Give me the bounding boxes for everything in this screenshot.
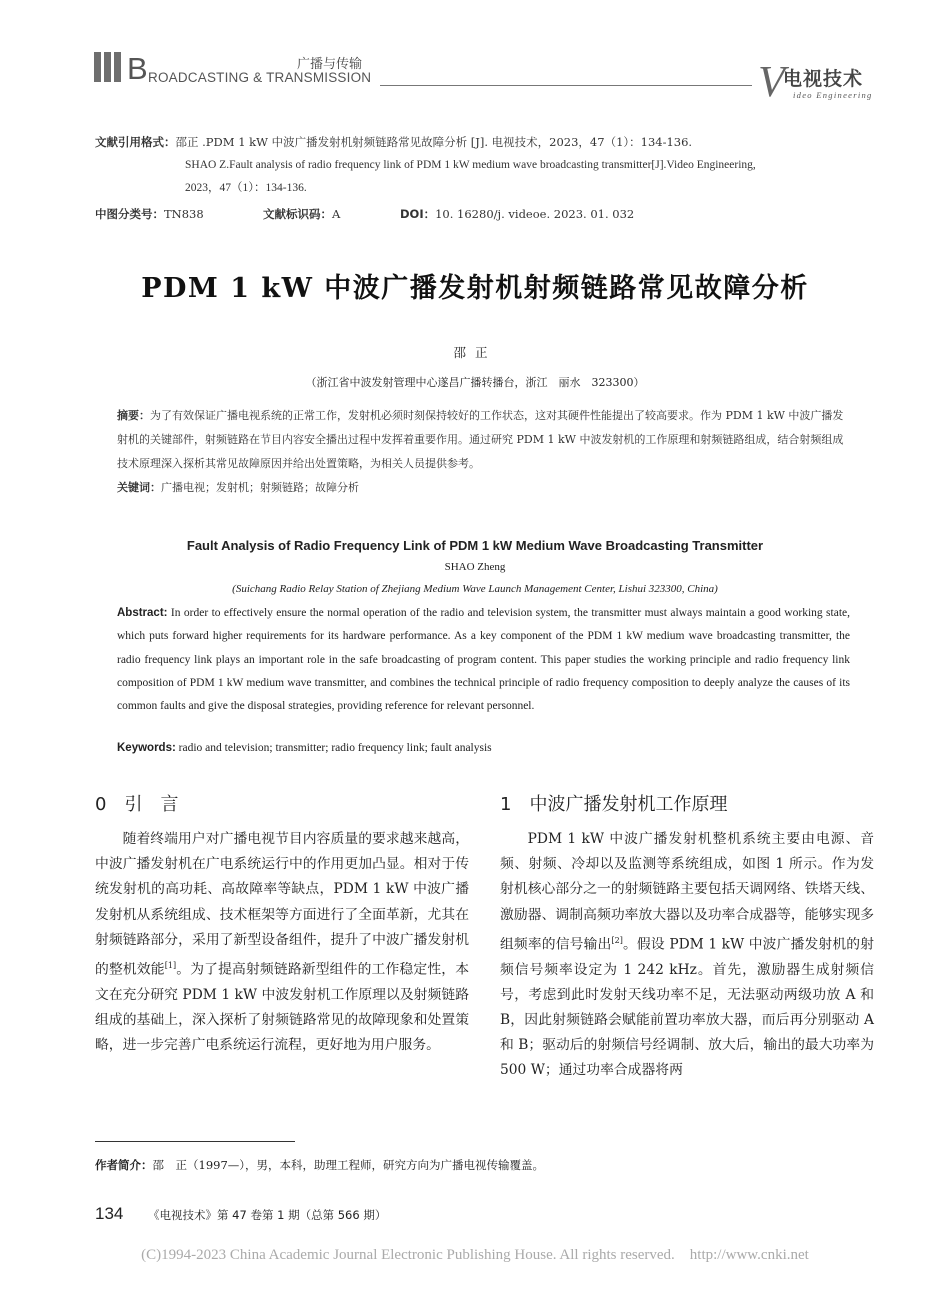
journal-issue: 《电视技术》第 47 卷第 1 期（总第 566 期） — [148, 1208, 387, 1222]
citation-en-1: SHAO Z.Fault analysis of radio frequency link of PDM 1 kW medium wave broadcasting transmitter[J].Video Engineering, — [185, 159, 756, 171]
header-rule — [380, 85, 752, 86]
doi: DOI：10. 16280/j. videoe. 2023. 01. 032 — [400, 207, 635, 221]
column-name-en: ROADCASTING & TRANSMISSION — [148, 70, 372, 85]
citation-en-2: 2023，47（1）：134-136. — [185, 182, 307, 194]
journal-logo-cn: 电视技术 — [783, 68, 864, 90]
paper-title: PDM 1 kW 中波广播发射机射频链路常见故障分析 — [141, 273, 809, 304]
citation-ref-2: [2] — [611, 935, 623, 945]
clc-number: 中图分类号：TN838 — [95, 207, 204, 221]
section-0-body: 随着终端用户对广播电视节目内容质量的要求越来越高，中波广播发射机在广电系统运行中的作用更加凸显。相对于传统发射机的高功耗、高故障率等缺点，PDM 1 kW 中波广播发射机从系统组成、技术框架等方面进行了全面革新，尤其在射频链路部分，采用了新型设备组件，提升了中波广播发射机的整机效能[1]。为了提高射频链路新型组件的工作稳定性，本文在充分研究 PDM 1 kW 中波发射机工作原理以及射频链路组成的基础上，深入探析了射频链路常见的故障现象和处置策略，进一步完善广电系统运行流程，更好地为用户服务。 — [95, 831, 470, 1054]
citation-block — [95, 131, 875, 200]
column-name-cn: 广播与传输 — [297, 57, 363, 72]
author-name: 邵正 — [453, 345, 497, 360]
english-abstract — [117, 602, 850, 718]
abstract-cn — [117, 404, 850, 500]
english-abstract-text: In order to effectively ensure the normal operation of the radio and television system, the transmitter must always maintain a good working state, which puts forward higher requirements for its hardware performance. As a key component of the PDM 1 kW medium wave broadcasting transmitter, the radio frequency link plays an important role in the safe broadcasting of program content. This paper studies the working principle and radio frequency link composition of PDM 1 kW medium wave transmitter, and combines the technical principle of radio frequency composition to deeply analyze the causes of its common faults and give the disposal strategies, providing reference for relevant personnel. — [117, 607, 850, 713]
column-initial: B — [127, 51, 148, 86]
journal-logo-en: ideo Engineering — [793, 90, 873, 100]
document-code: 文献标识码：A — [263, 207, 341, 221]
english-abstract-label: Abstract: — [117, 607, 168, 619]
english-affiliation: (Suichang Radio Relay Station of Zhejiang Medium Wave Launch Management Center, Lishui 323300, China) — [232, 583, 718, 595]
affiliation: （浙江省中波发射管理中心遂昌广播转播台，浙江 丽水 323300） — [305, 376, 645, 389]
footnote-rule — [95, 1141, 295, 1142]
citation-cn: 邵正 .PDM 1 kW 中波广播发射机射频链路常见故障分析 [J]. 电视技术，2023，47（1）：134-136. — [175, 135, 693, 149]
column-bars-logo — [94, 52, 124, 82]
citation-label: 文献引用格式： — [95, 135, 176, 149]
section-1-body: PDM 1 kW 中波广播发射机整机系统主要由电源、音频、射频、冷却以及监测等系统组成，如图 1 所示。作为发射机核心部分之一的射频链路主要包括天调网络、铁塔天线、激励器、调制高频功率放大器以及功率合成器等，能够实现多组频率的信号输出[2]。假设 PDM 1 kW 中波广播发射机的射频信号频率设定为 1 242 kHz。首先，激励器生成射频信号，考虑到此时发射天线功率不足，无法驱动两级功放 A 和 B，因此射频链路会赋能前置功率放大器，而后再分别驱动 A 和 B；驱动后的射频信号经调制、放大后，输出的最大功率为 500 W；通过功率合成器将两 — [500, 831, 874, 1079]
english-author: SHAO Zheng — [444, 561, 506, 573]
copyright-watermark: (C)1994-2023 China Academic Journal Electronic Publishing House. All rights reserved. http://www.cnki.net — [141, 1247, 809, 1263]
english-keywords: Keywords: radio and television; transmitter; radio frequency link; fault analysis — [117, 742, 492, 754]
keywords-cn: 广播电视；发射机；射频链路；故障分析 — [161, 481, 359, 494]
journal-logo-letter: V — [758, 57, 785, 106]
keywords-label: 关键词： — [117, 481, 161, 494]
citation-ref-1: [1] — [164, 961, 177, 971]
page-number: 134 — [95, 1204, 124, 1223]
english-title: Fault Analysis of Radio Frequency Link of PDM 1 kW Medium Wave Broadcasting Transmitter — [186, 538, 764, 553]
section-0-heading: 0 引 言 — [95, 794, 179, 815]
author-bio: 作者简介：邵 正（1997—），男，本科，助理工程师，研究方向为广播电视传输覆盖。 — [95, 1158, 545, 1172]
abstract-label: 摘要： — [117, 409, 150, 422]
section-1-heading: 1 中波广播发射机工作原理 — [500, 794, 728, 815]
abstract-text: 为了有效保证广播电视系统的正常工作，发射机必须时刻保持较好的工作状态，这对其硬件性能提出了较高要求。作为 PDM 1 kW 中波广播发射机的关键部件，射频链路在节目内容安全播出过程中发挥着重要作用。通过研究 PDM 1 kW 中波发射机的工作原理和射频链路组成，结合射频组成技术原理深入探析其常见故障原因并给出处置策略，为相关人员提供参考。 — [117, 409, 844, 470]
